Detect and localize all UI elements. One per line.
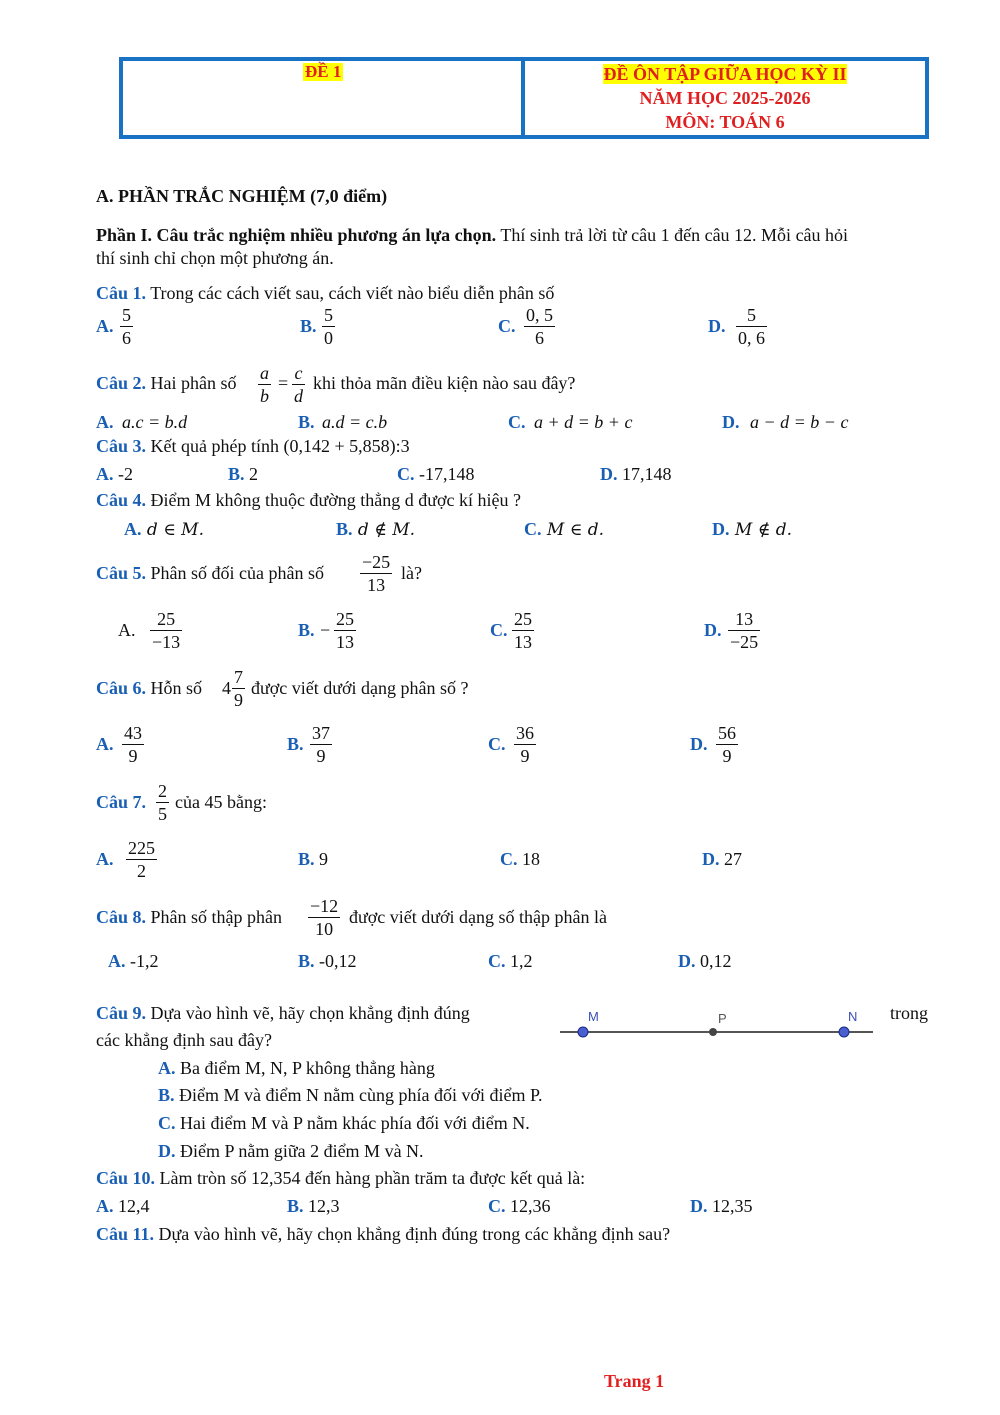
title-line-3: MÔN: TOÁN 6 [665, 112, 785, 132]
q2-opt-b-key: B. [298, 412, 315, 432]
part1-line1 [96, 225, 848, 246]
q9-line2: các khẳng định sau đây? [96, 1030, 272, 1050]
q9-line-diagram [555, 1005, 885, 1043]
q2-opt-c-key: C. [508, 412, 526, 432]
q1-opt-a-key: A. [96, 316, 114, 336]
point-m-label: M [588, 1009, 599, 1024]
q5-opt-c-frac: $\frac{25}{13}$ [514, 609, 532, 652]
section-a-heading: A. PHẦN TRẮC NGHIỆM (7,0 điểm) [96, 186, 388, 206]
q6-frac: $\frac{7}{9}$ [234, 667, 243, 710]
question-2-lead: Câu 2. Hai phân số [96, 373, 237, 393]
q1-label: Câu 1. [96, 283, 147, 303]
question-6-lead: Câu 6. Hỗn số [96, 678, 203, 698]
page-number: Trang 1 [604, 1371, 665, 1391]
q5-opt-c-key: C. [490, 620, 508, 640]
q3-opt-a: A. -2 [96, 464, 133, 484]
q8-text: được viết dưới dạng số thập phân là [349, 907, 607, 927]
q4-opt-a: A. d ∈ M. [124, 519, 204, 540]
q1-opt-a-frac: $\frac{5}{6}$ [122, 305, 131, 348]
q6-opt-a-key: A. [96, 734, 114, 754]
q6-opt-a-frac: $\frac{43}{9}$ [124, 723, 142, 766]
exam-title [525, 62, 925, 134]
q2-opt-d: a − d = b − c [750, 412, 849, 432]
q2-frac-ab: $\frac{a}{b}$ [260, 363, 269, 406]
part1-desc1: Thí sinh trả lời từ câu 1 đến câu 12. Mỗi câu hỏi [496, 225, 849, 245]
q3-opt-c: C. -17,148 [397, 464, 475, 484]
q10-opt-a: A. 12,4 [96, 1196, 150, 1216]
q2-opt-c: a + d = b + c [534, 412, 633, 432]
q4-opt-c: C. M ∈ d. [524, 519, 604, 540]
question-8-lead: Câu 8. Phân số thập phân [96, 907, 282, 927]
title-line-1: ĐỀ ÔN TẬP GIỮA HỌC KỲ II [603, 64, 847, 84]
part1-title: Phần I. Câu trắc nghiệm nhiều phương án lựa chọn. [96, 225, 497, 245]
q1-opt-b-frac: $\frac{5}{0}$ [324, 305, 333, 348]
title-line-2: NĂM HỌC 2025-2026 [639, 88, 811, 108]
q6-opt-c-frac: $\frac{36}{9}$ [516, 723, 534, 766]
question-10: Câu 10. Làm tròn số 12,354 đến hàng phần trăm ta được kết quả là: [96, 1168, 586, 1188]
q9-opt-b: B. Điểm M và điểm N nằm cùng phía đối với điểm P. [158, 1085, 543, 1105]
exam-code: ĐỀ 1 [305, 62, 342, 81]
q2-opt-a-key: A. [96, 412, 114, 432]
q5-opt-d-key: D. [704, 620, 722, 640]
question-1 [96, 283, 554, 304]
q3-opt-b: B. 2 [228, 464, 259, 484]
q6-opt-b-frac: $\frac{37}{9}$ [312, 723, 330, 766]
q9-opt-c: C. Hai điểm M và P nằm khác phía đối với điểm N. [158, 1113, 530, 1133]
q10-opt-d: D. 12,35 [690, 1196, 753, 1216]
q4-opt-b: B. d ∉ M. [336, 519, 416, 540]
q5-opt-d-frac: $\frac{13}{-25}$ [730, 609, 759, 652]
q2-text: khi thỏa mãn điều kiện nào sau đây? [313, 373, 576, 393]
q1-opt-c-frac: $\frac{0, 5}{6}$ [526, 305, 553, 348]
q8-opt-a: A. -1,2 [108, 951, 159, 971]
q5-frac: $\frac{-25}{13}$ [362, 552, 391, 595]
q2-opt-a: a.c = b.d [122, 412, 188, 432]
q5-opt-b-key: B. [298, 620, 315, 640]
q6-opt-d-key: D. [690, 734, 708, 754]
q8-frac: $\frac{-12}{10}$ [310, 896, 339, 939]
part1-desc2: thí sinh chỉ chọn một phương án. [96, 248, 334, 268]
question-9: Câu 9. Dựa vào hình vẽ, hãy chọn khẳng định đúng [96, 1003, 470, 1023]
q9-opt-a: A. Ba điểm M, N, P không thẳng hàng [158, 1058, 435, 1078]
point-p-dot [709, 1028, 717, 1036]
q1-opt-d-frac: $\frac{5}{0, 6}$ [738, 305, 765, 348]
q2-opt-b: a.d = c.b [322, 412, 388, 432]
question-5-lead: Câu 5. Phân số đối của phân số [96, 563, 324, 583]
q4-opt-d: D. M ∉ d. [712, 519, 792, 540]
q10-opt-b: B. 12,3 [287, 1196, 340, 1216]
q7-opt-d: D. 27 [702, 849, 742, 869]
q8-opt-b: B. -0,12 [298, 951, 357, 971]
q6-opt-d-frac: $\frac{56}{9}$ [718, 723, 736, 766]
q5-opt-b-frac: $\frac{25}{13}$ [336, 609, 354, 652]
point-n-label: N [848, 1009, 858, 1024]
q6-whole: 4 [222, 678, 231, 698]
q2-frac-cd: $\frac{c}{d}$ [294, 363, 303, 406]
q8-opt-d: D. 0,12 [678, 951, 732, 971]
q7-opt-a-key: A. [96, 849, 114, 869]
q5-text: là? [401, 563, 422, 583]
q6-opt-c-key: C. [488, 734, 506, 754]
point-m-dot [578, 1027, 588, 1037]
q9-tail: trong [890, 1003, 928, 1023]
q1-opt-c-key: C. [498, 316, 516, 336]
point-p-label: P [718, 1011, 727, 1026]
q5-opt-a-frac: $\frac{25}{-13}$ [152, 609, 181, 652]
q2-equals: = [278, 373, 289, 393]
q1-text: Trong các cách viết sau, cách viết nào biểu diễn phân số [146, 283, 555, 303]
q10-opt-c: C. 12,36 [488, 1196, 551, 1216]
q6-opt-b-key: B. [287, 734, 304, 754]
q2-opt-d-key: D. [722, 412, 740, 432]
question-3: Câu 3. Kết quả phép tính (0,142 + 5,858):3 [96, 436, 410, 456]
q5-opt-b-sign: − [320, 620, 331, 640]
q7-text: của 45 bằng: [175, 792, 267, 812]
q5-opt-a-key: A. [118, 620, 136, 640]
q7-frac: $\frac{2}{5}$ [158, 781, 167, 824]
q7-opt-c: C. 18 [500, 849, 540, 869]
q9-opt-d: D. Điểm P nằm giữa 2 điểm M và N. [158, 1141, 424, 1161]
question-11: Câu 11. Dựa vào hình vẽ, hãy chọn khẳng định đúng trong các khẳng định sau? [96, 1224, 671, 1244]
question-4: Câu 4. Điểm M không thuộc đường thẳng d được kí hiệu ? [96, 490, 522, 510]
q7-opt-b: B. 9 [298, 849, 329, 869]
q7-opt-a-frac: $\frac{225}{2}$ [128, 838, 155, 881]
q8-opt-c: C. 1,2 [488, 951, 533, 971]
q3-opt-d: D. 17,148 [600, 464, 672, 484]
q1-opt-b-key: B. [300, 316, 317, 336]
q1-opt-d-key: D. [708, 316, 726, 336]
q6-text: được viết dưới dạng phân số ? [251, 678, 469, 698]
point-n-dot [839, 1027, 849, 1037]
q7-label: Câu 7. [96, 792, 147, 812]
